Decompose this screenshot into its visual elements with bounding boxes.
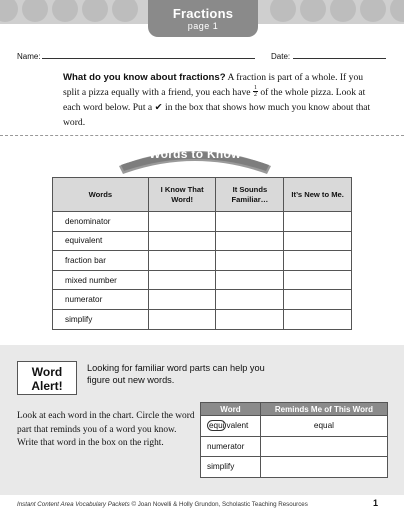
check-box[interactable] [148, 251, 216, 271]
check-box[interactable] [216, 309, 284, 329]
name-label: Name: [17, 52, 41, 61]
column-header-sounds-familiar: It Sounds Familiar… [216, 178, 284, 212]
column-header-words: Words [53, 178, 149, 212]
word-cell: denominator [53, 212, 149, 232]
page-number: 1 [373, 498, 379, 508]
table-header-row [53, 178, 352, 212]
check-box[interactable] [216, 231, 284, 251]
circled-word-part: equi [209, 421, 225, 431]
fraction-denominator: 2 [253, 92, 257, 98]
reminds-me-cell[interactable] [260, 457, 387, 478]
check-box[interactable] [216, 212, 284, 232]
column-header-i-know: I Know That Word! [148, 178, 216, 212]
intro-question: What do you know about fractions? [63, 72, 226, 83]
word-alert-instructions: Look at each word in the chart. Circle the word part that reminds you of a word you know. Write that word in the box on the right. [17, 411, 195, 448]
intro-paragraph [63, 70, 373, 130]
check-box[interactable] [148, 270, 216, 290]
decorative-dot [112, 0, 138, 22]
check-box[interactable] [148, 212, 216, 232]
decorative-dot [300, 0, 326, 22]
word-cell: mixed number [53, 270, 149, 290]
column-header-word: Word [201, 403, 261, 416]
word-alert-table [200, 402, 388, 478]
check-box[interactable] [284, 270, 352, 290]
word-cell: simplify [201, 457, 261, 478]
dashed-divider [0, 135, 404, 136]
date-field-line[interactable] [293, 58, 386, 59]
check-box[interactable] [216, 251, 284, 271]
decorative-dot [0, 0, 18, 22]
intro-text-2: of the whole pizza. Look at each word below. Put a [63, 87, 366, 113]
banner-title: Words to Know [149, 147, 241, 161]
word-cell: numerator [53, 290, 149, 310]
footer-source: Instant Content Area Vocabulary Packets [17, 501, 130, 508]
fraction-numerator: 1 [253, 85, 257, 91]
table-row [201, 416, 388, 437]
check-box[interactable] [148, 309, 216, 329]
decorative-dot [360, 0, 386, 22]
word-alert-badge [17, 361, 77, 395]
word-cell: fraction bar [53, 251, 149, 271]
intro-text-1: A fraction is part of a whole. If you split a pizza equally with a friend, you each have [63, 72, 364, 98]
name-field-line[interactable] [42, 58, 255, 59]
check-box[interactable] [284, 309, 352, 329]
decorative-dot [390, 0, 404, 22]
reminds-me-cell[interactable] [260, 436, 387, 457]
table-row [53, 290, 352, 310]
decorative-dot [82, 0, 108, 22]
check-box[interactable] [216, 290, 284, 310]
table-row [53, 309, 352, 329]
word-remainder: valent [226, 421, 249, 431]
check-box[interactable] [148, 290, 216, 310]
intro-text-3: in the box that shows how much you know about that word. [63, 102, 371, 128]
table-row [53, 251, 352, 271]
check-mark-icon: ✔ [154, 102, 163, 113]
check-box[interactable] [216, 270, 284, 290]
reminds-me-cell[interactable]: equal [260, 416, 387, 437]
column-header-new: It’s New to Me. [284, 178, 352, 212]
decorative-dot [22, 0, 48, 22]
decorative-dot [330, 0, 356, 22]
check-box[interactable] [284, 290, 352, 310]
table-row [201, 457, 388, 478]
word-cell: simplify [53, 309, 149, 329]
decorative-dot [270, 0, 296, 22]
check-box[interactable] [284, 231, 352, 251]
table-header-row [201, 403, 388, 416]
page-subtitle: page 1 [187, 21, 219, 31]
footer-copyright: © Joan Novelli & Holly Grundon, Scholastic Teaching Resources [131, 501, 308, 508]
title-tab [148, 0, 258, 37]
word-cell: numerator [201, 436, 261, 457]
table-row [53, 231, 352, 251]
check-box[interactable] [284, 212, 352, 232]
check-box[interactable] [284, 251, 352, 271]
table-row [53, 212, 352, 232]
check-box[interactable] [148, 231, 216, 251]
footer-credit [17, 501, 308, 508]
words-to-know-table [52, 177, 352, 330]
word-alert-tip: Looking for familiar word parts can help you figure out new words. [87, 363, 265, 385]
table-row [201, 436, 388, 457]
column-header-reminds-me: Reminds Me of This Word [260, 403, 387, 416]
decorative-dot [52, 0, 78, 22]
word-alert-badge-line2: Alert! [31, 379, 63, 393]
word-cell: equivalent [53, 231, 149, 251]
word-cell [201, 416, 261, 437]
page-title: Fractions [172, 6, 234, 21]
date-label: Date: [271, 52, 291, 61]
word-alert-badge-line1: Word [31, 365, 63, 379]
fraction-one-half [253, 85, 258, 98]
words-to-know-banner [115, 138, 275, 176]
table-row [53, 270, 352, 290]
